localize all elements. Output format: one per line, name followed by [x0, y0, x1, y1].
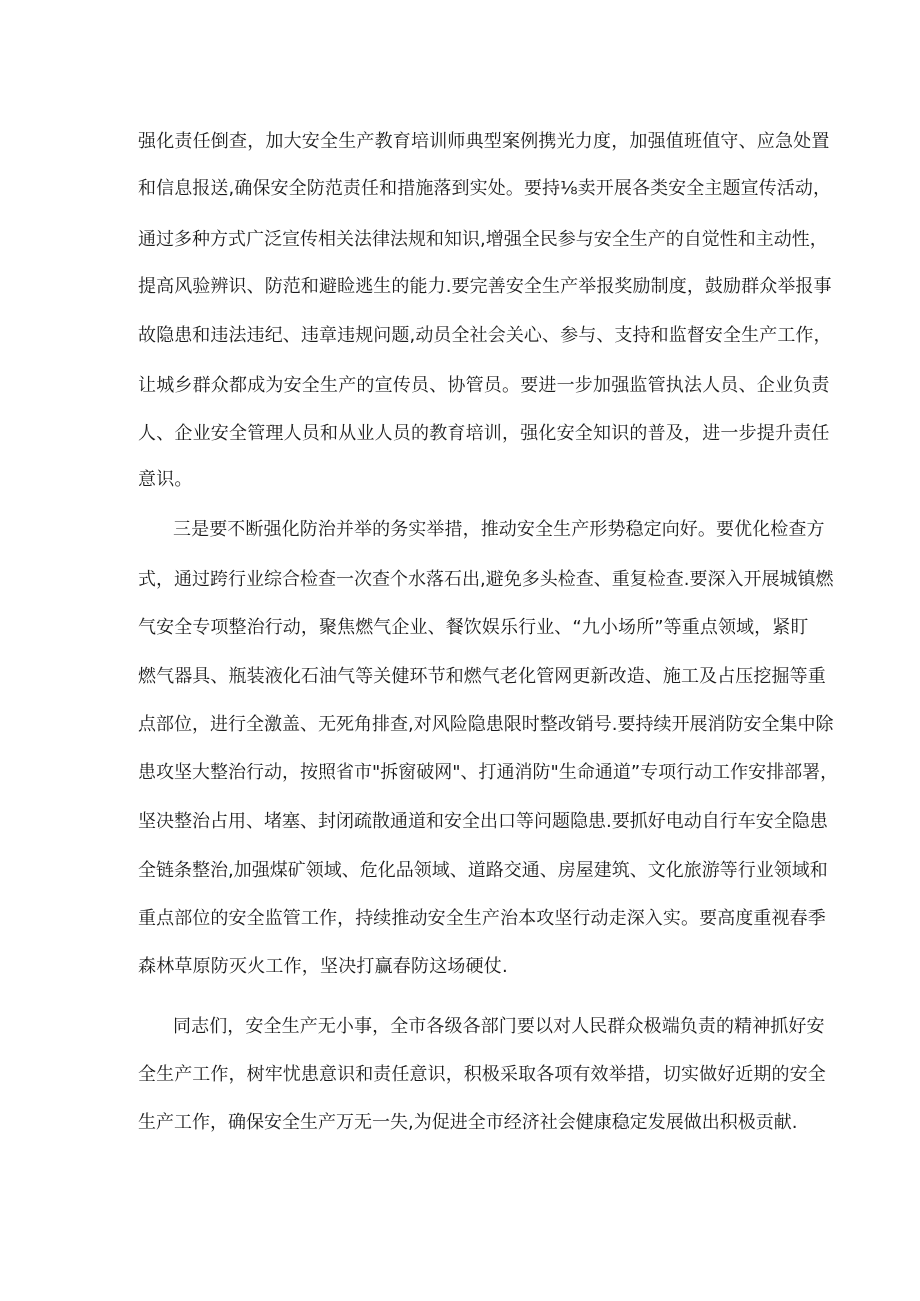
text-line: 提高风验辨识、防范和避睑逃生的能力.要完善安全生产举报奖励制度，鼓励群众举报事: [138, 276, 832, 297]
text-line: 强化责任倒查，加大安全生产教育培训师典型案例携光力度，加强值班值守、应急处置: [138, 131, 830, 152]
text-line: 全生产工作，树牢忧患意识和责任意识，积极采取各项有效举措，切实做好近期的安全: [138, 1064, 826, 1085]
text-line: 患攻坚大整治行动，按照省市"拆窗破网"、打通消防"生命通道”专项行动工作安排部署，: [138, 762, 839, 783]
text-line: 气安全专项整治行动，聚焦燃气企业、餐饮娱乐行业、“九小场所”等重点领域，紧盯: [138, 617, 809, 638]
text-line: 通过多种方式广泛宣传相关法律法规和知识,增强全民参与安全生产的自觉性和主动性，: [138, 229, 828, 250]
text-line: 和信息报送,确保安全防范责任和措施落到实处。要持⅛卖开展各类安全主题宣传活动，: [138, 178, 832, 199]
text-line: 同志们，安全生产无小事，全市各级各部门要以对人民群众极端负责的精神抓好安: [173, 1016, 825, 1037]
text-line: 三是要不断强化防治并举的务实举措，推动安全生产形势稳定向好。要优化检查方: [173, 519, 825, 540]
text-line: 生产工作，确保安全生产万无一失,为促进全市经济社会健康稳定发展做出积极贡献.: [138, 1112, 798, 1133]
text-line: 森林草原防灭火工作，坚决打赢春防这场硬仗.: [138, 956, 508, 977]
text-line: 全链条整治,加强煤矿领域、危化品领域、道路交通、房屋建筑、文化旅游等行业领域和: [138, 860, 828, 881]
text-line: 式，通过跨行业综合检查一次查个水落石出,避免多头检查、重复检查.要深入开展城镇燃: [138, 569, 834, 590]
text-line: 人、企业安全管理人员和从业人员的教育培训，强化安全知识的普及，进一步提升责任: [138, 423, 830, 444]
text-line: 重点部位的安全监管工作，持续推动安全生产治本攻坚行动走深入实。要高度重视春季: [138, 908, 826, 929]
text-line: 意识。: [138, 469, 193, 490]
text-line: 点部位，进行全激盖、无死角排查,对风险隐患限时整改销号.要持续开展消防安全集中除: [138, 714, 834, 735]
text-line: 让城乡群众都成为安全生产的宣传员、协管员。要进一步加强监管执法人员、企业负责: [138, 375, 830, 396]
text-line: 故隐患和违法违纪、违章违规问题,动员全社会关心、参与、支持和监督安全生产工作，: [138, 325, 832, 346]
text-line: 燃气器具、瓶装液化石油气等关健环节和燃气老化管网更新改造、施工及占压挖掘等重: [138, 666, 826, 687]
text-line: 坚决整治占用、堵塞、封闭疏散通道和安全出口等问题隐患.要抓好电动自行车安全隐患: [138, 811, 828, 832]
